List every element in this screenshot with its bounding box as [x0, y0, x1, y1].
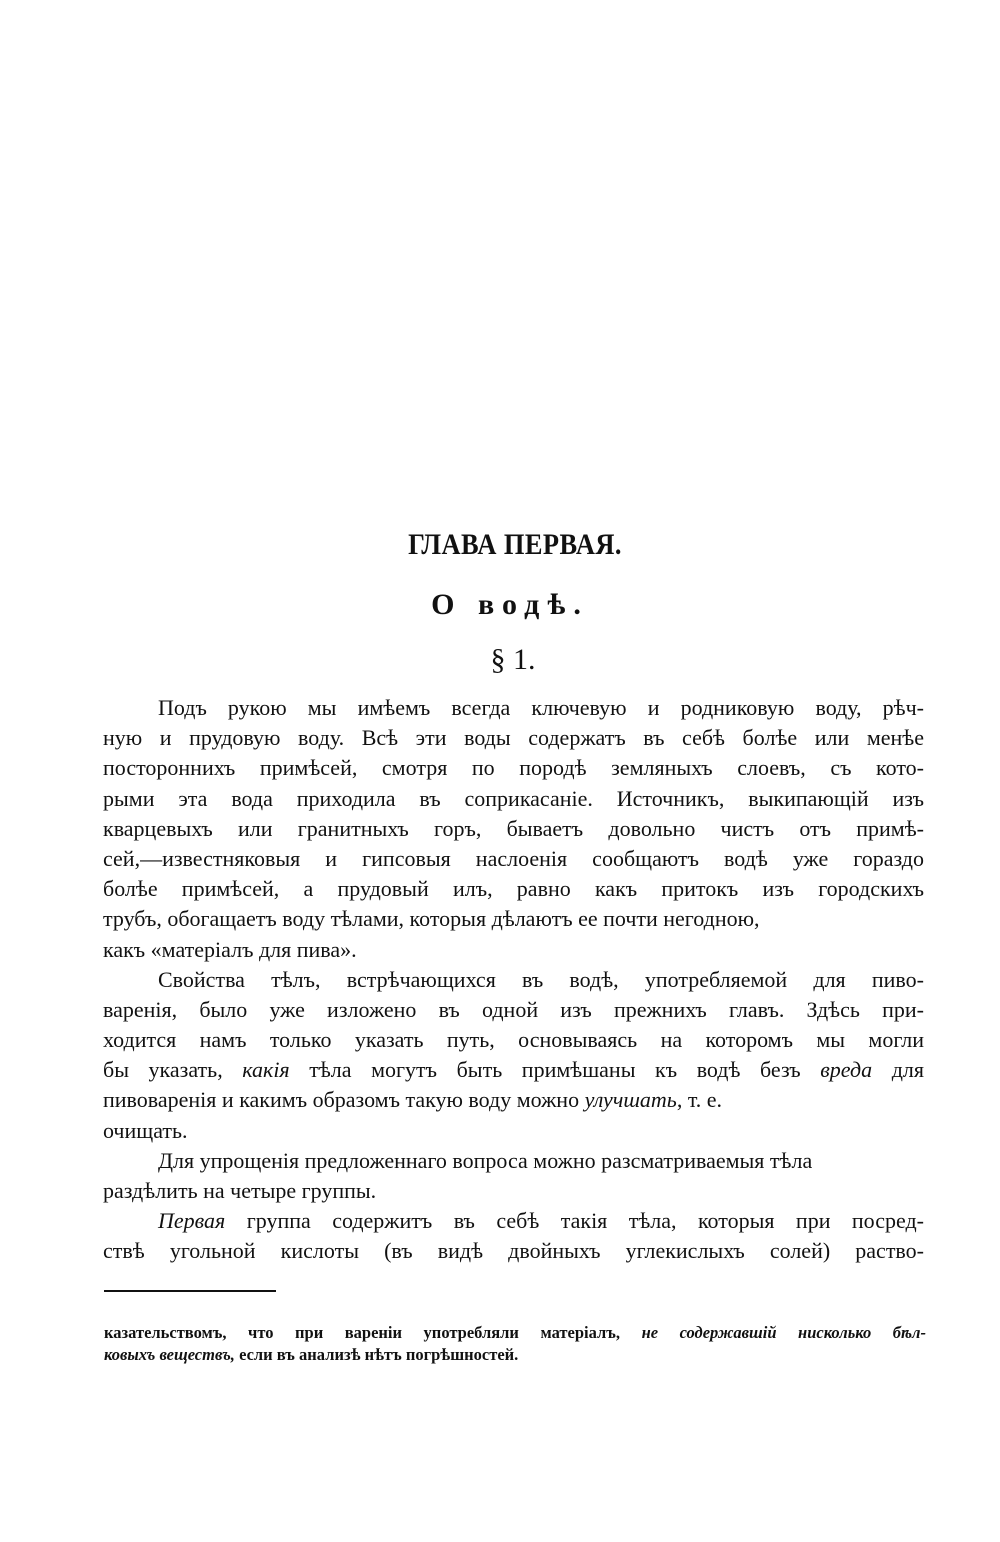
text-line [103, 874, 924, 904]
text-line [103, 1116, 924, 1146]
text-line-segment: Для упрощенія предложеннаго вопроса можно разсматриваемыя тѣла [158, 1147, 813, 1173]
text-line-segment: Подъ рукою мы имѣемъ всегда ключевую и родниковую воду, рѣч- [158, 695, 924, 720]
text-line [103, 1055, 924, 1085]
footnote-divider [104, 1290, 276, 1292]
text-line [103, 904, 924, 934]
paragraph-mark: § 1. [490, 643, 536, 676]
text-line-segment: ную и прудовую воду. Всѣ эти воды содержатъ въ себѣ болѣе или менѣе [103, 725, 924, 751]
text-line-segment: раздѣлить на четыре группы. [103, 1178, 377, 1203]
text-line-italic: Первая [158, 1208, 226, 1234]
footnote-line-segment: казательствомъ, что при вареніи употребляли матеріалъ, [104, 1323, 642, 1342]
text-line-segment: какъ «матеріалъ для пива». [103, 936, 357, 962]
text-line-italic: улучшать [584, 1087, 677, 1113]
footnote-line [104, 1344, 926, 1366]
text-line-segment: тѣла могутъ быть примѣшаны къ водѣ безъ [289, 1057, 821, 1083]
text-line [103, 784, 924, 814]
text-line [103, 844, 924, 874]
footnote [104, 1322, 926, 1366]
text-line [103, 935, 924, 965]
text-line-segment: группа содержитъ въ себѣ такія тѣла, которыя при посред- [225, 1208, 924, 1234]
text-line [103, 1025, 924, 1055]
text-line-segment: кварцевыхъ или гранитныхъ горъ, бываетъ довольно чистъ отъ примѣ- [103, 815, 924, 841]
text-line-segment: трубъ, обогащаетъ воду тѣлами, которыя дѣлаютъ ее почти негодною, [103, 906, 760, 932]
text-line-italic: вреда [820, 1057, 873, 1083]
text-line [103, 1085, 924, 1115]
text-line [158, 1206, 924, 1236]
text-line-segment: , т. е. [676, 1087, 723, 1113]
footnote-line-segment: если въ анализѣ нѣтъ погрѣшностей. [234, 1345, 519, 1364]
text-line [158, 693, 924, 723]
text-line-segment: постороннихъ примѣсей, смотря по породѣ земляныхъ слоевъ, съ кото- [103, 755, 924, 781]
text-line [158, 1146, 924, 1176]
section-title: О водѣ. [431, 588, 589, 621]
text-line-segment: болѣе примѣсей, а прудовый илъ, равно какъ притокъ изъ городскихъ [103, 876, 924, 902]
chapter-title: ГЛАВА ПЕРВАЯ. [408, 528, 622, 561]
footnote-line [104, 1322, 926, 1344]
text-line-segment: Свойства тѣлъ, встрѣчающихся въ водѣ, употребляемой для пиво- [158, 966, 924, 992]
text-line-italic: какія [242, 1057, 290, 1083]
text-line-segment: рыми эта вода приходила въ соприкасаніе. Источникъ, выкипающій изъ [103, 785, 924, 811]
body-text [103, 693, 924, 1267]
text-line [103, 723, 924, 753]
text-line [103, 1176, 924, 1206]
text-line [103, 1236, 924, 1266]
footnote-line-italic: ковыхъ веществъ, [104, 1345, 235, 1364]
text-line [158, 965, 924, 995]
text-line-segment: ствѣ угольной кислоты (въ видѣ двойныхъ углекислыхъ солей) раство- [103, 1238, 924, 1264]
text-line [103, 814, 924, 844]
text-line-segment: ходится намъ только указать путь, основываясь на которомъ мы могли [103, 1027, 924, 1053]
text-line-segment: очищать. [103, 1117, 188, 1143]
text-line [103, 753, 924, 783]
text-line-segment: для [872, 1057, 924, 1083]
footnote-line-italic: не содержавшій нисколько бѣл- [641, 1323, 927, 1342]
text-line-segment: пивоваренія и какимъ образомъ такую воду можно [103, 1087, 585, 1113]
text-line [103, 995, 924, 1025]
text-line-segment: бы указать, [103, 1057, 243, 1083]
text-line-segment: варенія, было уже изложено въ одной изъ прежнихъ главъ. Здѣсь при- [103, 996, 924, 1022]
text-line-segment: сей,—известняковыя и гипсовыя наслоенія сообщаютъ водѣ уже гораздо [103, 845, 924, 871]
